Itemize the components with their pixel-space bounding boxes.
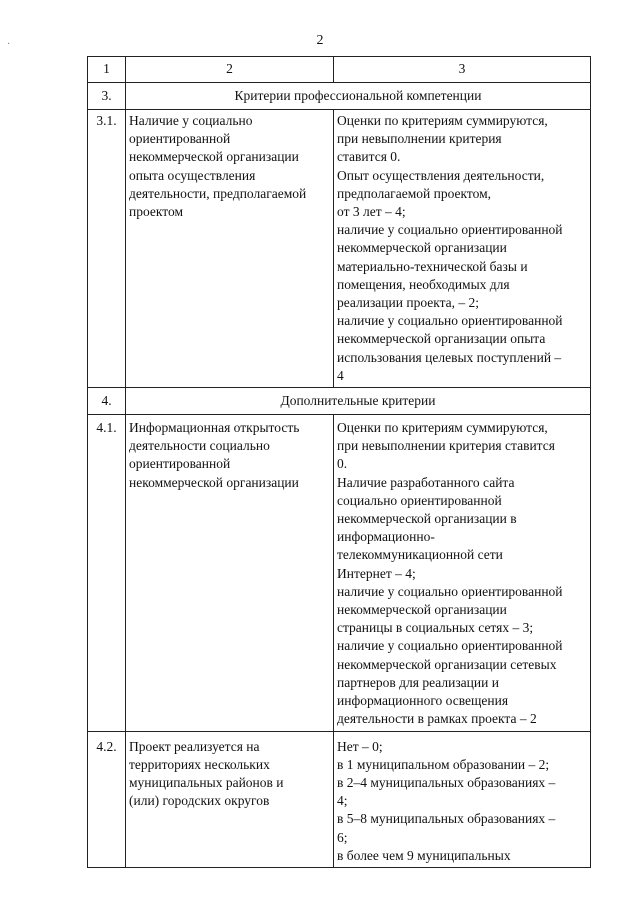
cell-line: ориентированной <box>129 456 231 472</box>
cell-line: некоммерческой организации в <box>337 511 517 527</box>
header-col-3: 3 <box>334 57 591 83</box>
table-header-row <box>88 57 591 83</box>
cell-line: 4; <box>337 793 348 809</box>
header-col-1: 1 <box>88 57 126 83</box>
cell-line: 0. <box>337 456 348 472</box>
cell-line: Нет – 0; <box>337 738 383 754</box>
cell-line: телекоммуникационной сети <box>337 547 503 563</box>
section-title: Дополнительные критерии <box>126 388 591 415</box>
cell-line: деятельности в рамках проекта – 2 <box>337 711 537 727</box>
cell-line: от 3 лет – 4; <box>337 204 406 220</box>
section-row <box>88 388 591 415</box>
cell-line: некоммерческой организации <box>337 602 507 618</box>
cell-line: некоммерческой организации сетевых <box>337 656 557 672</box>
cell-line: Наличие у социально <box>129 113 253 128</box>
header-col-2: 2 <box>126 57 334 83</box>
evaluation-cell <box>334 731 591 867</box>
cell-line: опыта осуществления <box>129 167 256 183</box>
cell-line: Интернет – 4; <box>337 565 416 581</box>
page-number: 2 <box>316 33 324 48</box>
cell-line: ставится 0. <box>337 149 401 165</box>
cell-line: некоммерческой организации <box>337 240 507 256</box>
evaluation-cell <box>334 110 591 388</box>
cell-line: социально ориентированной <box>337 492 502 508</box>
cell-line: 6; <box>337 829 348 845</box>
cell-line: при невыполнении критерия ставится <box>337 438 555 454</box>
row-number: 4.1. <box>88 415 126 731</box>
cell-line: информационно- <box>337 529 435 545</box>
cell-line: при невыполнении критерия <box>337 131 502 147</box>
section-row <box>88 83 591 110</box>
cell-line: Информационная открытость <box>129 420 300 436</box>
cell-line: наличие у социально ориентированной <box>337 313 563 329</box>
cell-line: материально-технической базы и <box>337 258 528 274</box>
section-number: 3. <box>88 83 126 110</box>
criterion-cell <box>126 731 334 867</box>
cell-line: некоммерческой организации <box>129 474 299 490</box>
cell-line: Оценки по критериям суммируются, <box>337 420 548 436</box>
section-title: Критерии профессиональной компетенции <box>126 83 591 110</box>
cell-line: деятельности социально <box>129 438 270 454</box>
scan-mark: · <box>7 39 11 50</box>
cell-line: проектом <box>129 204 184 220</box>
cell-line: предполагаемой проектом, <box>337 185 491 201</box>
cell-line: реализации проекта, – 2; <box>337 295 480 311</box>
row-number: 3.1. <box>88 110 126 388</box>
table-row <box>88 415 591 731</box>
cell-line: Опыт осуществления деятельности, <box>337 167 545 183</box>
cell-line: в 5–8 муниципальных образованиях – <box>337 811 556 827</box>
cell-line: некоммерческой организации опыта <box>337 331 546 347</box>
cell-line: некоммерческой организации <box>129 149 299 165</box>
cell-line: Оценки по критериям суммируются, <box>337 113 548 128</box>
cell-line: в 2–4 муниципальных образованиях – <box>337 774 556 790</box>
cell-line: партнеров для реализации и <box>337 674 499 690</box>
cell-line: использования целевых поступлений – <box>337 349 562 365</box>
cell-line: Наличие разработанного сайта <box>337 474 515 490</box>
cell-line: (или) городских округов <box>129 793 270 809</box>
cell-line: наличие у социально ориентированной <box>337 222 563 238</box>
cell-line: деятельности, предполагаемой <box>129 185 307 201</box>
table-row <box>88 731 591 867</box>
cell-line: помещения, необходимых для <box>337 276 510 292</box>
cell-line: в 1 муниципальном образовании – 2; <box>337 756 550 772</box>
cell-line: ориентированной <box>129 131 231 147</box>
cell-line: страницы в социальных сетях – 3; <box>337 620 534 636</box>
cell-line: территориях нескольких <box>129 756 270 772</box>
cell-line: наличие у социально ориентированной <box>337 638 563 654</box>
cell-line: муниципальных районов и <box>129 774 284 790</box>
cell-line: Проект реализуется на <box>129 738 260 754</box>
cell-line: в более чем 9 муниципальных <box>337 847 511 863</box>
criteria-table <box>87 56 591 868</box>
criterion-cell <box>126 110 334 388</box>
criterion-cell <box>126 415 334 731</box>
table-row <box>88 110 591 388</box>
section-number: 4. <box>88 388 126 415</box>
evaluation-cell <box>334 415 591 731</box>
cell-line: наличие у социально ориентированной <box>337 583 563 599</box>
cell-line: 4 <box>337 367 344 383</box>
row-number: 4.2. <box>88 731 126 867</box>
cell-line: информационного освещения <box>337 693 509 709</box>
